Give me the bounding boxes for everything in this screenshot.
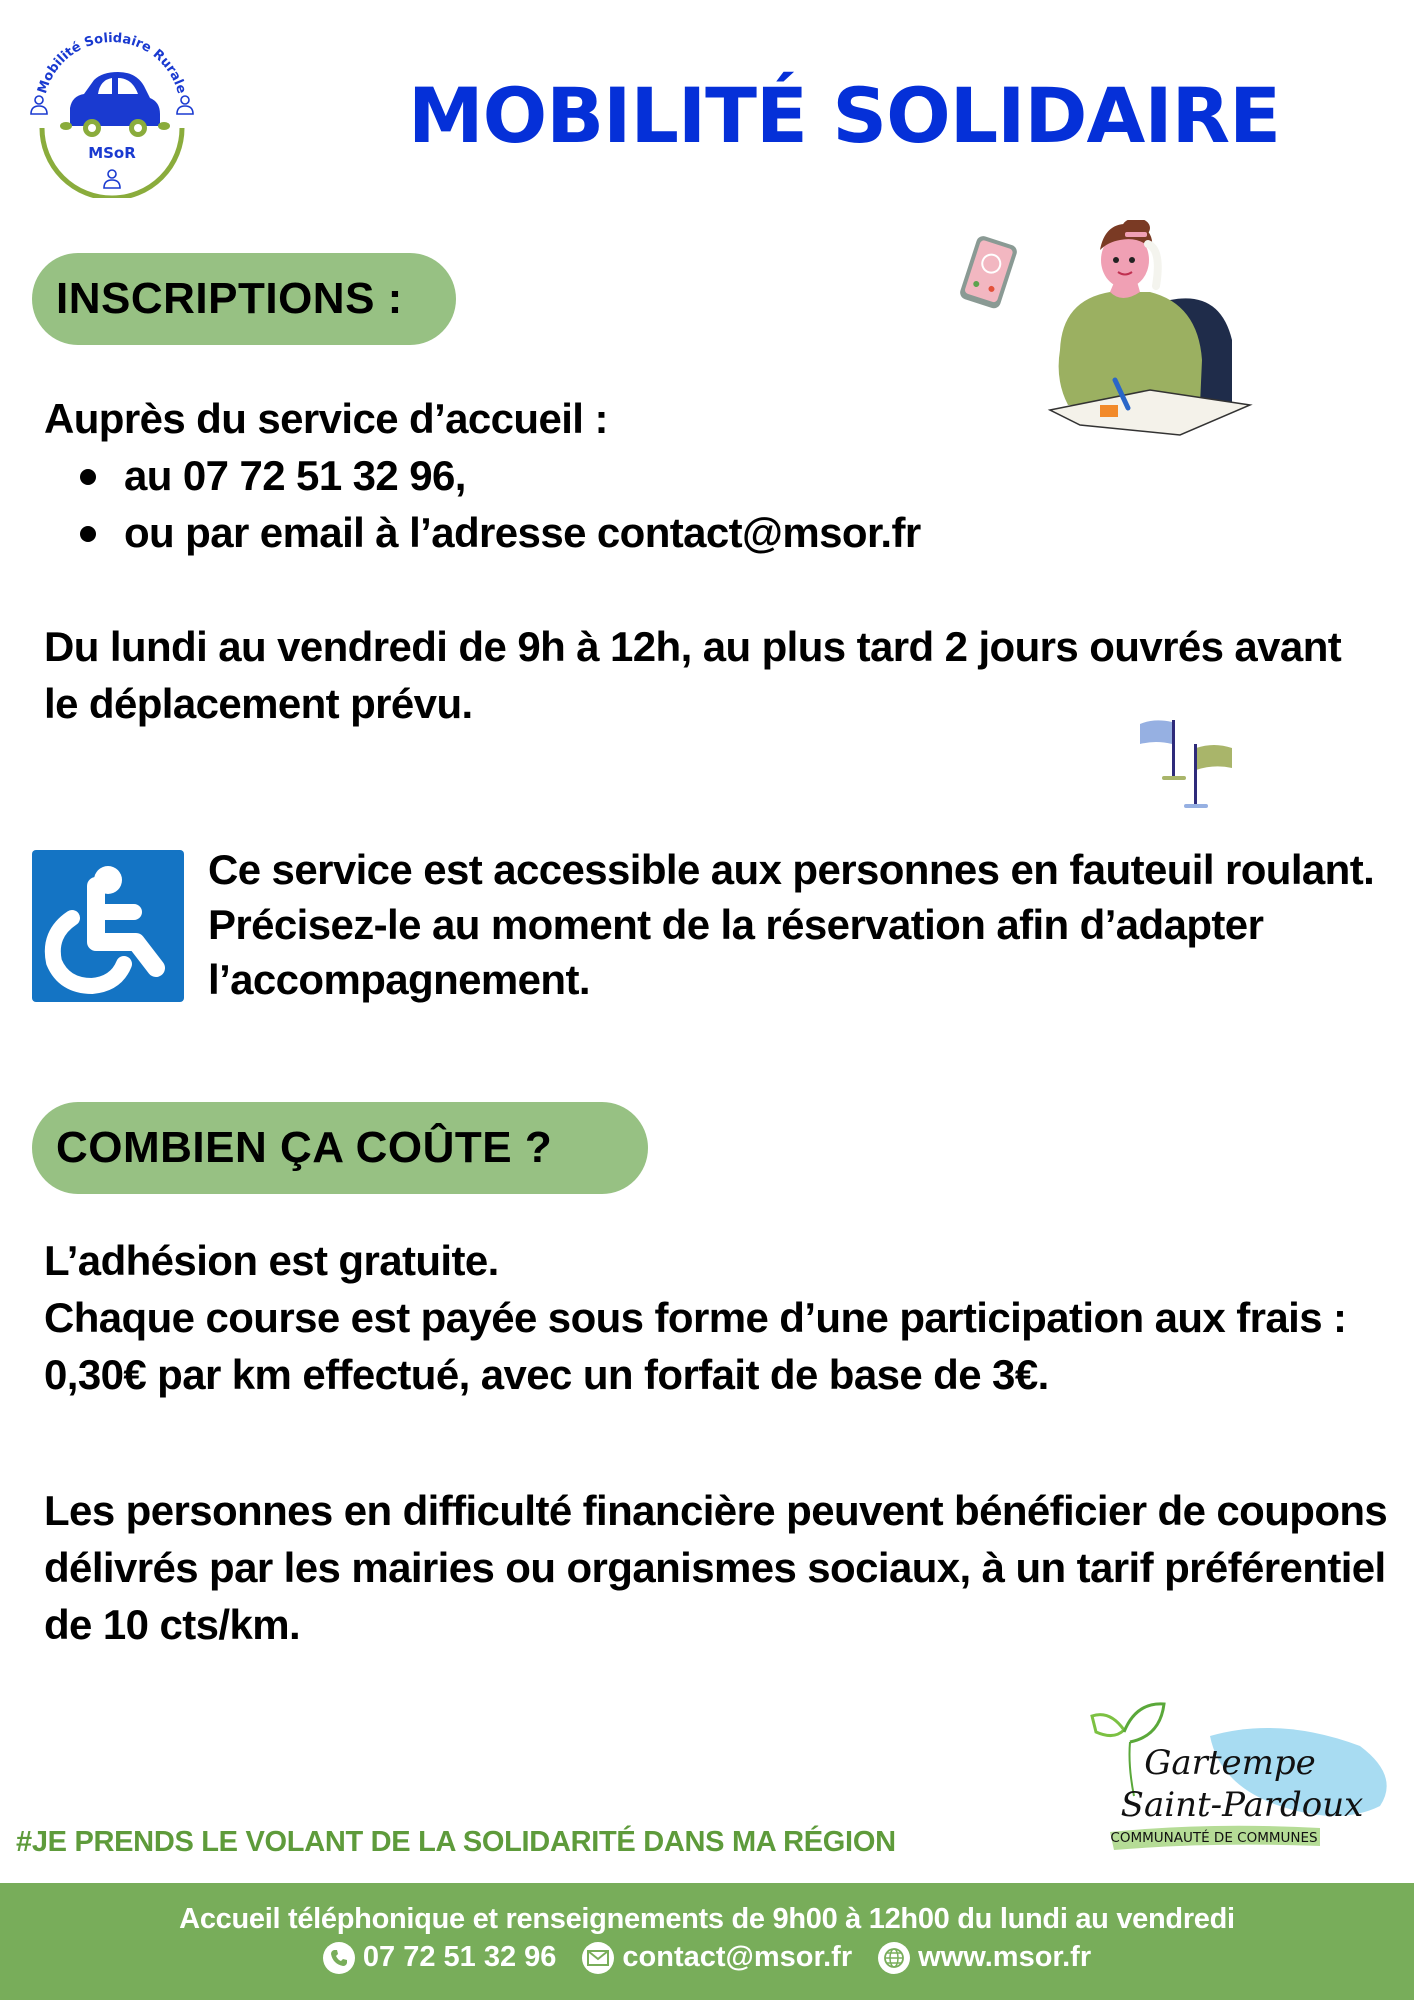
footer-website-text: www.msor.fr <box>918 1941 1092 1973</box>
inscriptions-heading <box>32 253 456 345</box>
woman-on-phone-illustration <box>950 220 1270 450</box>
phone-icon <box>323 1942 355 1974</box>
cost-paragraph-2: Les personnes en difficulté financière peuvent bénéficier de coupons délivrés par les mairies ou organismes sociaux, à un tarif préférentiel de 10 cts/km. <box>44 1487 1388 1648</box>
inscriptions-intro: Auprès du service d’accueil : <box>44 395 608 442</box>
partner-name-line1: Gartempe <box>1144 1743 1316 1783</box>
page-title: MOBILITÉ SOLIDAIRE <box>408 71 1281 160</box>
envelope-icon <box>582 1942 614 1974</box>
wheelchair-icon <box>32 850 184 1002</box>
logo-arc-text: Mobilité Solidaire Rurale <box>35 30 189 96</box>
inscriptions-heading-label: INSCRIPTIONS : <box>56 274 403 323</box>
list-item-text: ou par email à l’adresse contact@msor.fr <box>124 509 921 556</box>
partner-name-line2: Saint-Pardoux <box>1120 1785 1364 1825</box>
cost-heading-label: COMBIEN ÇA COÛTE ? <box>56 1123 553 1172</box>
cost-heading <box>32 1102 648 1194</box>
bullet-icon <box>80 469 96 485</box>
list-item-text: au 07 72 51 32 96, <box>124 452 466 499</box>
list-item-email <box>44 504 921 561</box>
cost-paragraph-1 <box>44 1232 1384 1403</box>
footer-contacts <box>0 1941 1414 1974</box>
footer-phone[interactable] <box>323 1941 557 1974</box>
footer-contact-bar <box>0 1883 1414 2000</box>
footer-email-text: contact@msor.fr <box>622 1941 853 1973</box>
membership-free-text: L’adhésion est gratuite. <box>44 1237 499 1284</box>
bullet-icon <box>80 526 96 542</box>
inscriptions-contact-list <box>44 447 921 561</box>
partner-subtitle: COMMUNAUTÉ DE COMMUNES <box>1110 1830 1318 1846</box>
footer-website[interactable] <box>878 1941 1091 1974</box>
registration-hours: Du lundi au vendredi de 9h à 12h, au plus tard 2 jours ouvrés avant le déplacement prévu. <box>44 623 1342 727</box>
partner-logo-gartempe-saint-pardoux <box>1080 1696 1400 1866</box>
msor-logo <box>22 28 202 198</box>
footer-phone-text: 07 72 51 32 96 <box>362 1941 557 1973</box>
accessibility-notice: Ce service est accessible aux personnes en fauteuil roulant. Précisez-le au moment de la réservation afin d’adapter l’accompagnement. <box>208 846 1375 1003</box>
list-item-phone <box>44 447 921 504</box>
fare-details-text: Chaque course est payée sous forme d’une participation aux frais : 0,30€ par km effectué, avec un forfait de base de 3€. <box>44 1294 1347 1398</box>
flags-icon <box>1132 712 1242 812</box>
smartphone-icon <box>958 234 1018 310</box>
footer-email[interactable] <box>582 1941 852 1974</box>
footer-hours: Accueil téléphonique et renseignements de 9h00 à 12h00 du lundi au vendredi <box>179 1903 1235 1935</box>
hashtag-slogan: #JE PRENDS LE VOLANT DE LA SOLIDARITÉ DANS MA RÉGION <box>16 1826 896 1858</box>
globe-icon <box>878 1942 910 1974</box>
logo-acronym: MSoR <box>88 144 136 162</box>
